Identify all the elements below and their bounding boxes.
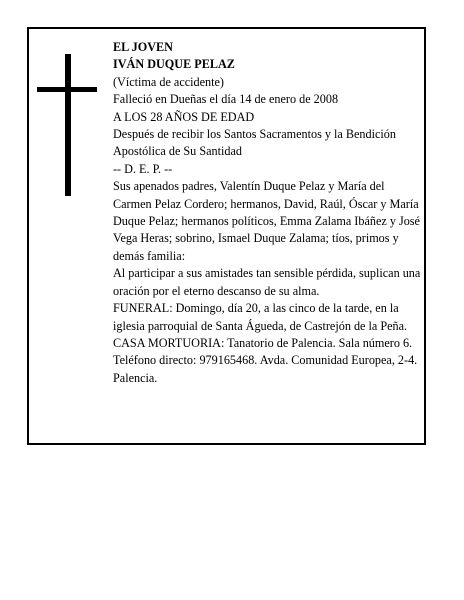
death-info: Falleció en Dueñas el día 14 de enero de 2008 <box>113 92 339 107</box>
cross-icon <box>37 54 97 196</box>
cause-of-death: (Víctima de accidente) <box>113 74 224 89</box>
sacraments-text: Después de recibir los Santos Sacramentos y la Bendición Apostólica de Su Santidad <box>113 127 396 159</box>
family-list: Sus apenados padres, Valentín Duque Pelaz y María del Carmen Pelaz Cordero; hermanos, David, Raúl, Óscar y María Duque Pelaz; hermanos políticos, Emma Zalama Ibáñez y José Vega Heras; sobrino, Ismael Duque Zalama; tíos, primos y demás familia: <box>113 179 420 263</box>
deceased-name: IVÁN DUQUE PELAZ <box>113 57 235 72</box>
cross-vertical-bar <box>65 54 71 196</box>
cross-horizontal-bar <box>37 87 97 92</box>
mortuary-info: CASA MORTUORIA: Tanatorio de Palencia. Sala número 6. Teléfono directo: 979165468. Avda. Comunidad Europea, 2-4. Palencia. <box>113 335 418 385</box>
age-at-death: A LOS 28 AÑOS DE EDAD <box>113 109 255 124</box>
funeral-info: FUNERAL: Domingo, día 20, a las cinco de la tarde, en la iglesia parroquial de Santa Águeda, de Castrejón de la Peña. <box>113 301 408 333</box>
rip-text: -- D. E. P. -- <box>113 161 173 176</box>
heading-young: EL JOVEN <box>113 40 173 54</box>
obituary-text <box>113 39 423 387</box>
prayer-request: Al participar a sus amistades tan sensible pérdida, suplican una oración por el eterno descanso de su alma. <box>113 266 421 298</box>
